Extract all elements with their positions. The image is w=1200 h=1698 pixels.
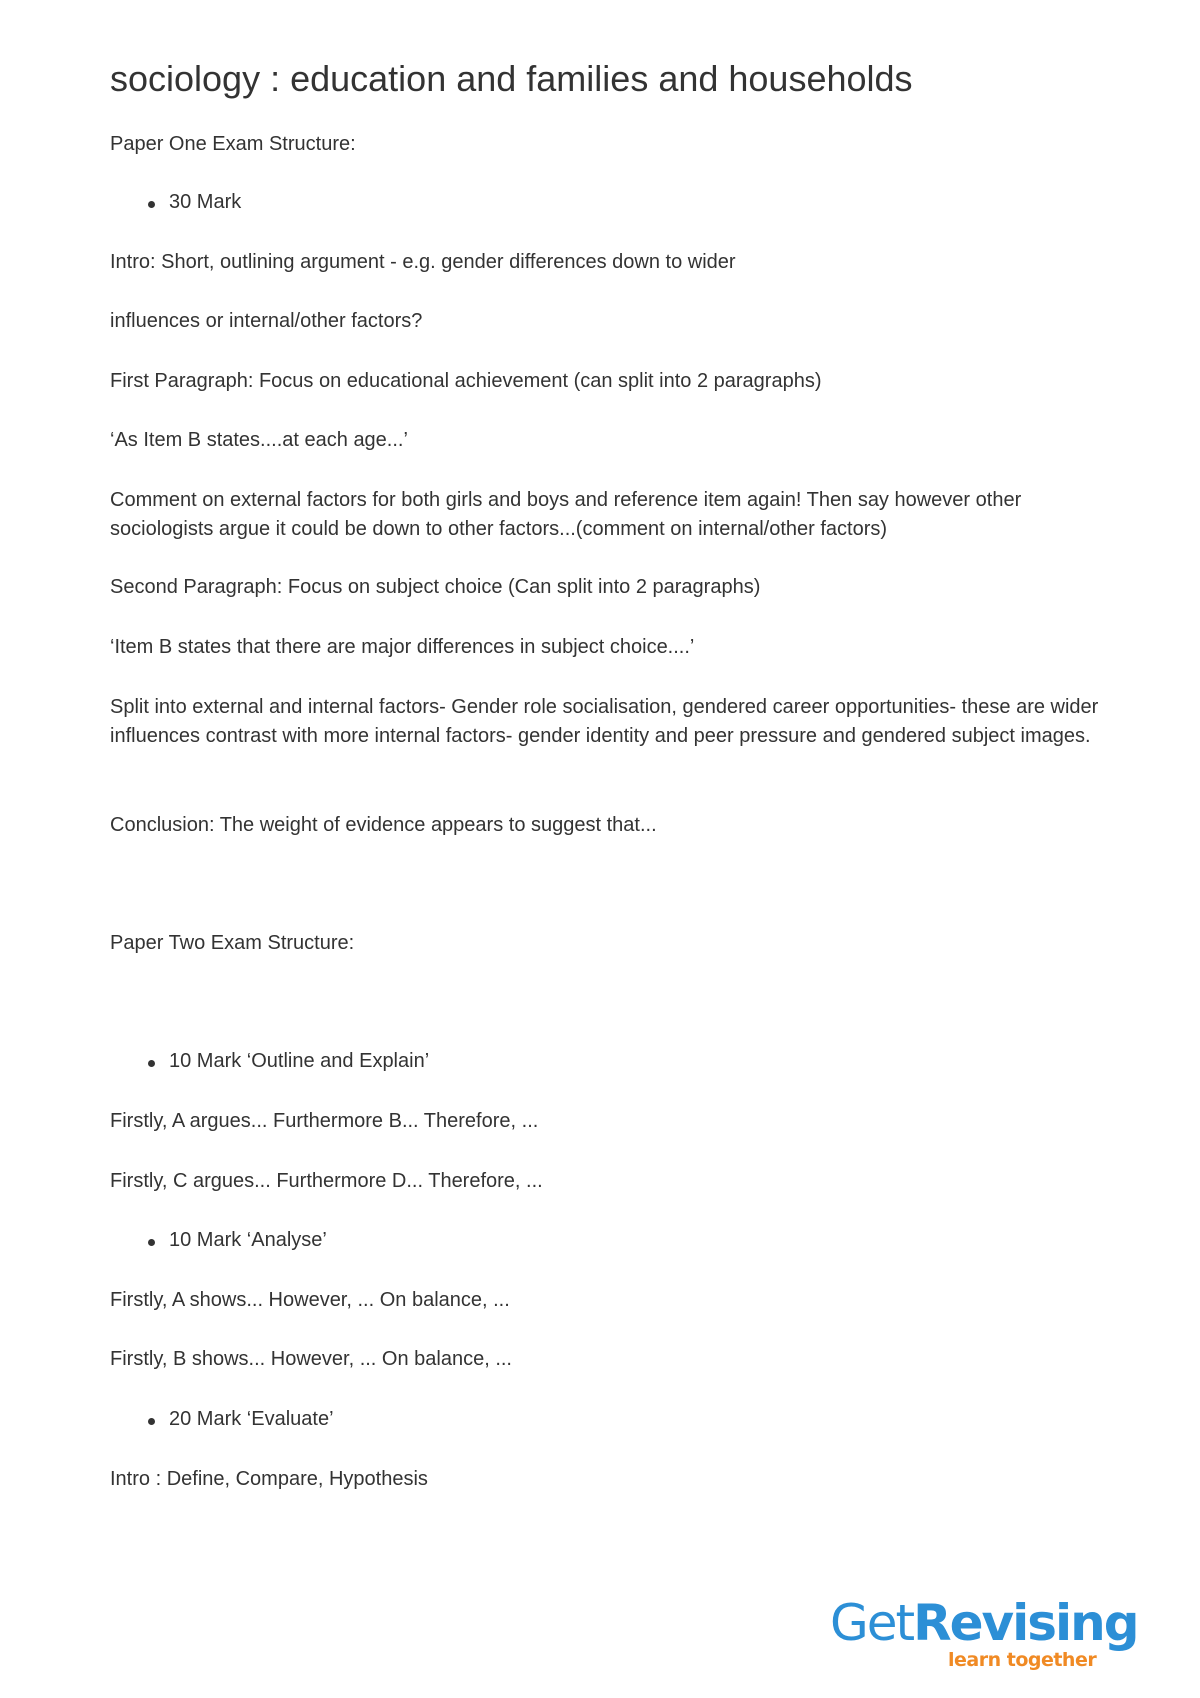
- paper-one-heading: Paper One Exam Structure:: [110, 133, 356, 155]
- logo-revising: Revising: [913, 1594, 1138, 1652]
- bullet-10-outline: [148, 1047, 429, 1076]
- split-paragraph: Split into external and internal factors- Gender role socialisation, gendered career opportunities- these are wider influences contrast with more internal factors- gender identity and peer pressure and gendered subject images.: [110, 696, 1099, 747]
- bullet-30-mark: [148, 188, 241, 217]
- bullet-dot-icon: [148, 1418, 155, 1425]
- getrevising-logo: [830, 1594, 1138, 1675]
- second-paragraph: Second Paragraph: Focus on subject choice (Can split into 2 paragraphs): [110, 576, 761, 598]
- logo-get: Get: [830, 1594, 914, 1652]
- logo-wordmark: [830, 1595, 1138, 1651]
- bullet-30-mark-label: 30 Mark: [169, 191, 242, 213]
- outline-line-2: Firstly, C argues... Furthermore D... Therefore, ...: [110, 1170, 543, 1192]
- item-b-subject-quote: ‘Item B states that there are major differences in subject choice....’: [110, 636, 695, 658]
- bullet-dot-icon: [148, 1239, 155, 1246]
- item-b-quote: ‘As Item B states....at each age...’: [110, 429, 408, 451]
- bullet-dot-icon: [148, 1060, 155, 1067]
- evaluate-intro: Intro : Define, Compare, Hypothesis: [110, 1468, 428, 1490]
- analyse-line-1: Firstly, A shows... However, ... On balance, ...: [110, 1289, 510, 1311]
- intro-line-2: influences or internal/other factors?: [110, 310, 423, 332]
- bullet-20-evaluate-label: 20 Mark ‘Evaluate’: [169, 1408, 334, 1430]
- outline-line-1: Firstly, A argues... Furthermore B... Therefore, ...: [110, 1110, 539, 1132]
- paper-two-heading: Paper Two Exam Structure:: [110, 932, 355, 954]
- document-title: sociology : education and families and households: [110, 58, 913, 99]
- bullet-dot-icon: [148, 201, 155, 208]
- bullet-10-analyse: [148, 1226, 327, 1255]
- analyse-line-2: Firstly, B shows... However, ... On balance, ...: [110, 1348, 512, 1370]
- bullet-10-analyse-label: 10 Mark ‘Analyse’: [169, 1229, 327, 1251]
- bullet-10-outline-label: 10 Mark ‘Outline and Explain’: [169, 1050, 430, 1072]
- first-paragraph: First Paragraph: Focus on educational achievement (can split into 2 paragraphs): [110, 370, 822, 392]
- logo-tagline: learn together: [948, 1649, 1097, 1671]
- intro-line-1: Intro: Short, outlining argument - e.g. gender differences down to wider: [110, 251, 736, 273]
- conclusion: Conclusion: The weight of evidence appears to suggest that...: [110, 814, 657, 836]
- bullet-20-evaluate: [148, 1405, 334, 1434]
- comment-paragraph: Comment on external factors for both girls and boys and reference item again! Then say however other sociologists argue it could be down to other factors...(comment on internal/other factors): [110, 489, 1022, 540]
